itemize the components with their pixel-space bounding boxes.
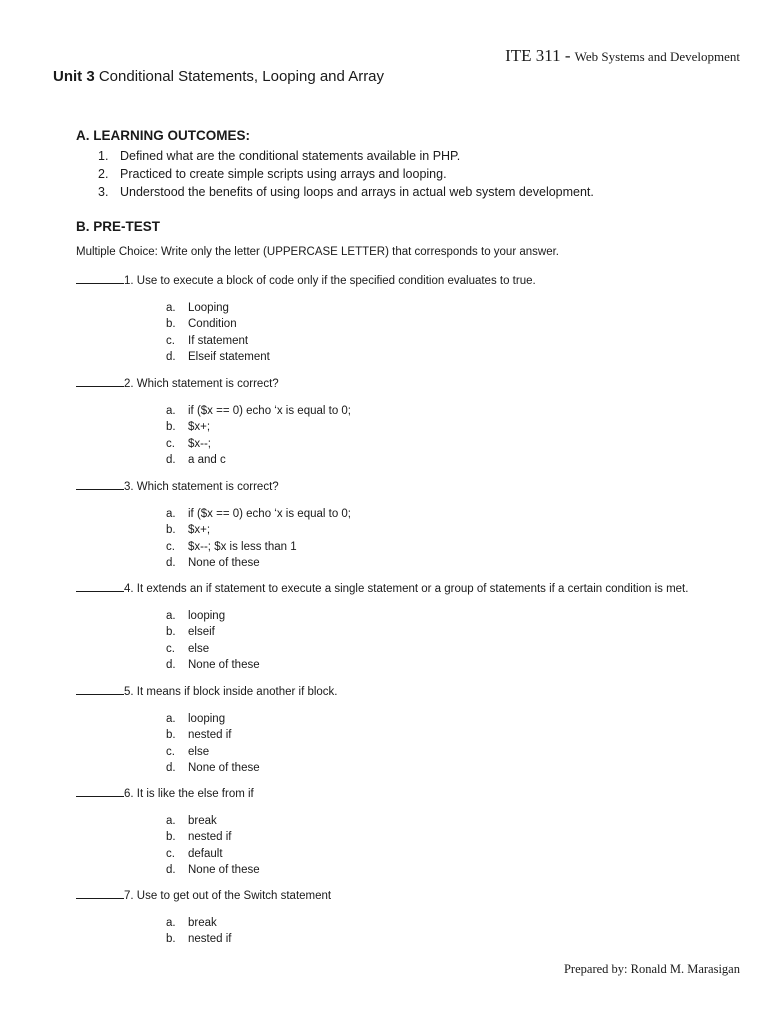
choice-letter: a. — [166, 610, 176, 622]
answer-blank — [76, 684, 124, 695]
list-text: Practiced to create simple scripts using arrays and looping. — [120, 167, 447, 181]
unit-title — [53, 68, 384, 85]
choice-item — [166, 300, 270, 316]
answer-blank — [76, 479, 124, 490]
choice-item — [166, 419, 351, 435]
choice-item — [166, 555, 351, 571]
choice-list — [166, 506, 351, 571]
question-text: 7. Use to get out of the Switch statement — [124, 890, 332, 902]
pretest-instructions: Multiple Choice: Write only the letter (UPPERCASE LETTER) that corresponds to your answer. — [76, 246, 559, 258]
choice-item — [166, 931, 231, 947]
choice-text: None of these — [188, 556, 260, 569]
list-number: 2. — [98, 167, 109, 181]
choice-text: None of these — [188, 863, 260, 876]
question — [76, 273, 536, 287]
choice-item — [166, 846, 260, 862]
choice-list — [166, 300, 270, 365]
choice-item — [166, 403, 351, 419]
choice-item — [166, 333, 270, 349]
choice-text: nested if — [188, 831, 232, 844]
choice-text: else — [188, 745, 210, 758]
course-code: ITE 311 - — [505, 46, 571, 65]
choice-item — [166, 829, 260, 845]
choice-list — [166, 813, 260, 878]
choice-item — [166, 624, 260, 640]
choice-text: Condition — [188, 318, 237, 331]
choice-text: nested if — [188, 729, 232, 742]
choice-letter: c. — [166, 540, 175, 553]
question-text: 2. Which statement is correct? — [124, 378, 279, 390]
question-text: 3. Which statement is correct? — [124, 481, 279, 493]
choice-text: None of these — [188, 658, 260, 671]
choice-letter: d. — [166, 350, 176, 363]
prepared-by: Prepared by: Ronald M. Marasigan — [563, 962, 740, 976]
choice-letter: a. — [166, 713, 176, 725]
choice-letter: b. — [166, 933, 176, 946]
choice-item — [166, 641, 260, 657]
answer-blank — [76, 581, 124, 592]
choice-text: break — [188, 815, 217, 827]
choice-letter: d. — [166, 761, 176, 774]
list-text: Defined what are the conditional statements available in PHP. — [120, 149, 461, 163]
choice-text: Looping — [188, 302, 229, 314]
choice-text: if ($x == 0) echo ‘x is equal to 0; — [188, 405, 352, 417]
choice-text: default — [188, 847, 223, 860]
choice-letter: a. — [166, 405, 176, 417]
list-item — [98, 183, 594, 201]
choice-text: $x--; — [188, 437, 211, 450]
choice-letter: c. — [166, 847, 175, 860]
learning-outcomes-list — [98, 147, 594, 201]
choice-letter: d. — [166, 658, 176, 671]
list-item — [98, 165, 594, 183]
choice-letter: b. — [166, 421, 176, 434]
list-text: Understood the benefits of using loops and arrays in actual web system development. — [120, 185, 594, 199]
choice-item — [166, 744, 260, 760]
choice-letter: b. — [166, 524, 176, 537]
choice-item — [166, 539, 351, 555]
choice-text: looping — [188, 713, 226, 725]
choice-letter: c. — [166, 437, 175, 450]
choice-letter: b. — [166, 831, 176, 844]
unit-label: Unit 3 — [53, 68, 95, 85]
list-item — [98, 147, 594, 165]
choice-letter: b. — [166, 318, 176, 331]
choice-letter: d. — [166, 556, 176, 569]
choice-text: nested if — [188, 933, 232, 946]
choice-item — [166, 727, 260, 743]
choice-text: elseif — [188, 626, 215, 639]
choice-item — [166, 522, 351, 538]
choice-item — [166, 436, 351, 452]
choice-letter: a. — [166, 302, 176, 314]
choice-item — [166, 657, 260, 673]
choice-text: None of these — [188, 761, 260, 774]
question — [76, 786, 254, 800]
answer-blank — [76, 786, 124, 797]
answer-blank — [76, 888, 124, 899]
list-number: 1. — [98, 149, 109, 163]
question-text: 4. It extends an if statement to execute a single statement or a group of statements if a certain condition is met. — [124, 583, 689, 595]
choice-item — [166, 506, 351, 522]
pretest-heading: B. PRE-TEST — [76, 219, 161, 234]
choice-text: else — [188, 642, 210, 655]
choice-letter: a. — [166, 815, 176, 827]
answer-blank — [76, 273, 124, 284]
question-text: 1. Use to execute a block of code only if the specified condition evaluates to true. — [124, 275, 536, 287]
course-header — [505, 46, 740, 66]
choice-item — [166, 608, 260, 624]
question — [76, 684, 338, 698]
choice-text: if ($x == 0) echo ‘x is equal to 0; — [188, 508, 352, 520]
choice-item — [166, 813, 260, 829]
choice-letter: d. — [166, 863, 176, 876]
choice-list — [166, 915, 231, 948]
unit-title-text: Conditional Statements, Looping and Array — [98, 68, 385, 85]
question — [76, 376, 279, 390]
question — [76, 888, 331, 902]
choice-item — [166, 915, 231, 931]
question-text: 5. It means if block inside another if block. — [124, 686, 338, 698]
choice-item — [166, 862, 260, 878]
choice-text: If statement — [188, 334, 249, 347]
choice-letter: c. — [166, 642, 175, 655]
list-number: 3. — [98, 185, 109, 199]
choice-item — [166, 711, 260, 727]
choice-list — [166, 711, 260, 776]
choice-text: $x--; $x is less than 1 — [188, 540, 297, 553]
choice-letter: a. — [166, 917, 176, 929]
choice-text: $x+; — [188, 421, 211, 434]
choice-text: a and c — [188, 453, 226, 466]
choice-letter: a. — [166, 508, 176, 520]
choice-list — [166, 608, 260, 673]
choice-letter: b. — [166, 626, 176, 639]
choice-item — [166, 452, 351, 468]
choice-letter: d. — [166, 453, 176, 466]
choice-text: $x+; — [188, 524, 211, 537]
answer-blank — [76, 376, 124, 387]
choice-letter: b. — [166, 729, 176, 742]
choice-item — [166, 349, 270, 365]
choice-text: Elseif statement — [188, 350, 270, 363]
choice-text: looping — [188, 610, 226, 622]
choice-list — [166, 403, 351, 468]
choice-item — [166, 316, 270, 332]
choice-item — [166, 760, 260, 776]
learning-outcomes-heading: A. LEARNING OUTCOMES: — [76, 128, 250, 143]
choice-letter: c. — [166, 334, 175, 347]
course-name: Web Systems and Development — [574, 49, 740, 64]
question — [76, 479, 279, 493]
question-text: 6. It is like the else from if — [124, 788, 254, 800]
choice-text: break — [188, 917, 217, 929]
question — [76, 581, 688, 595]
choice-letter: c. — [166, 745, 175, 758]
